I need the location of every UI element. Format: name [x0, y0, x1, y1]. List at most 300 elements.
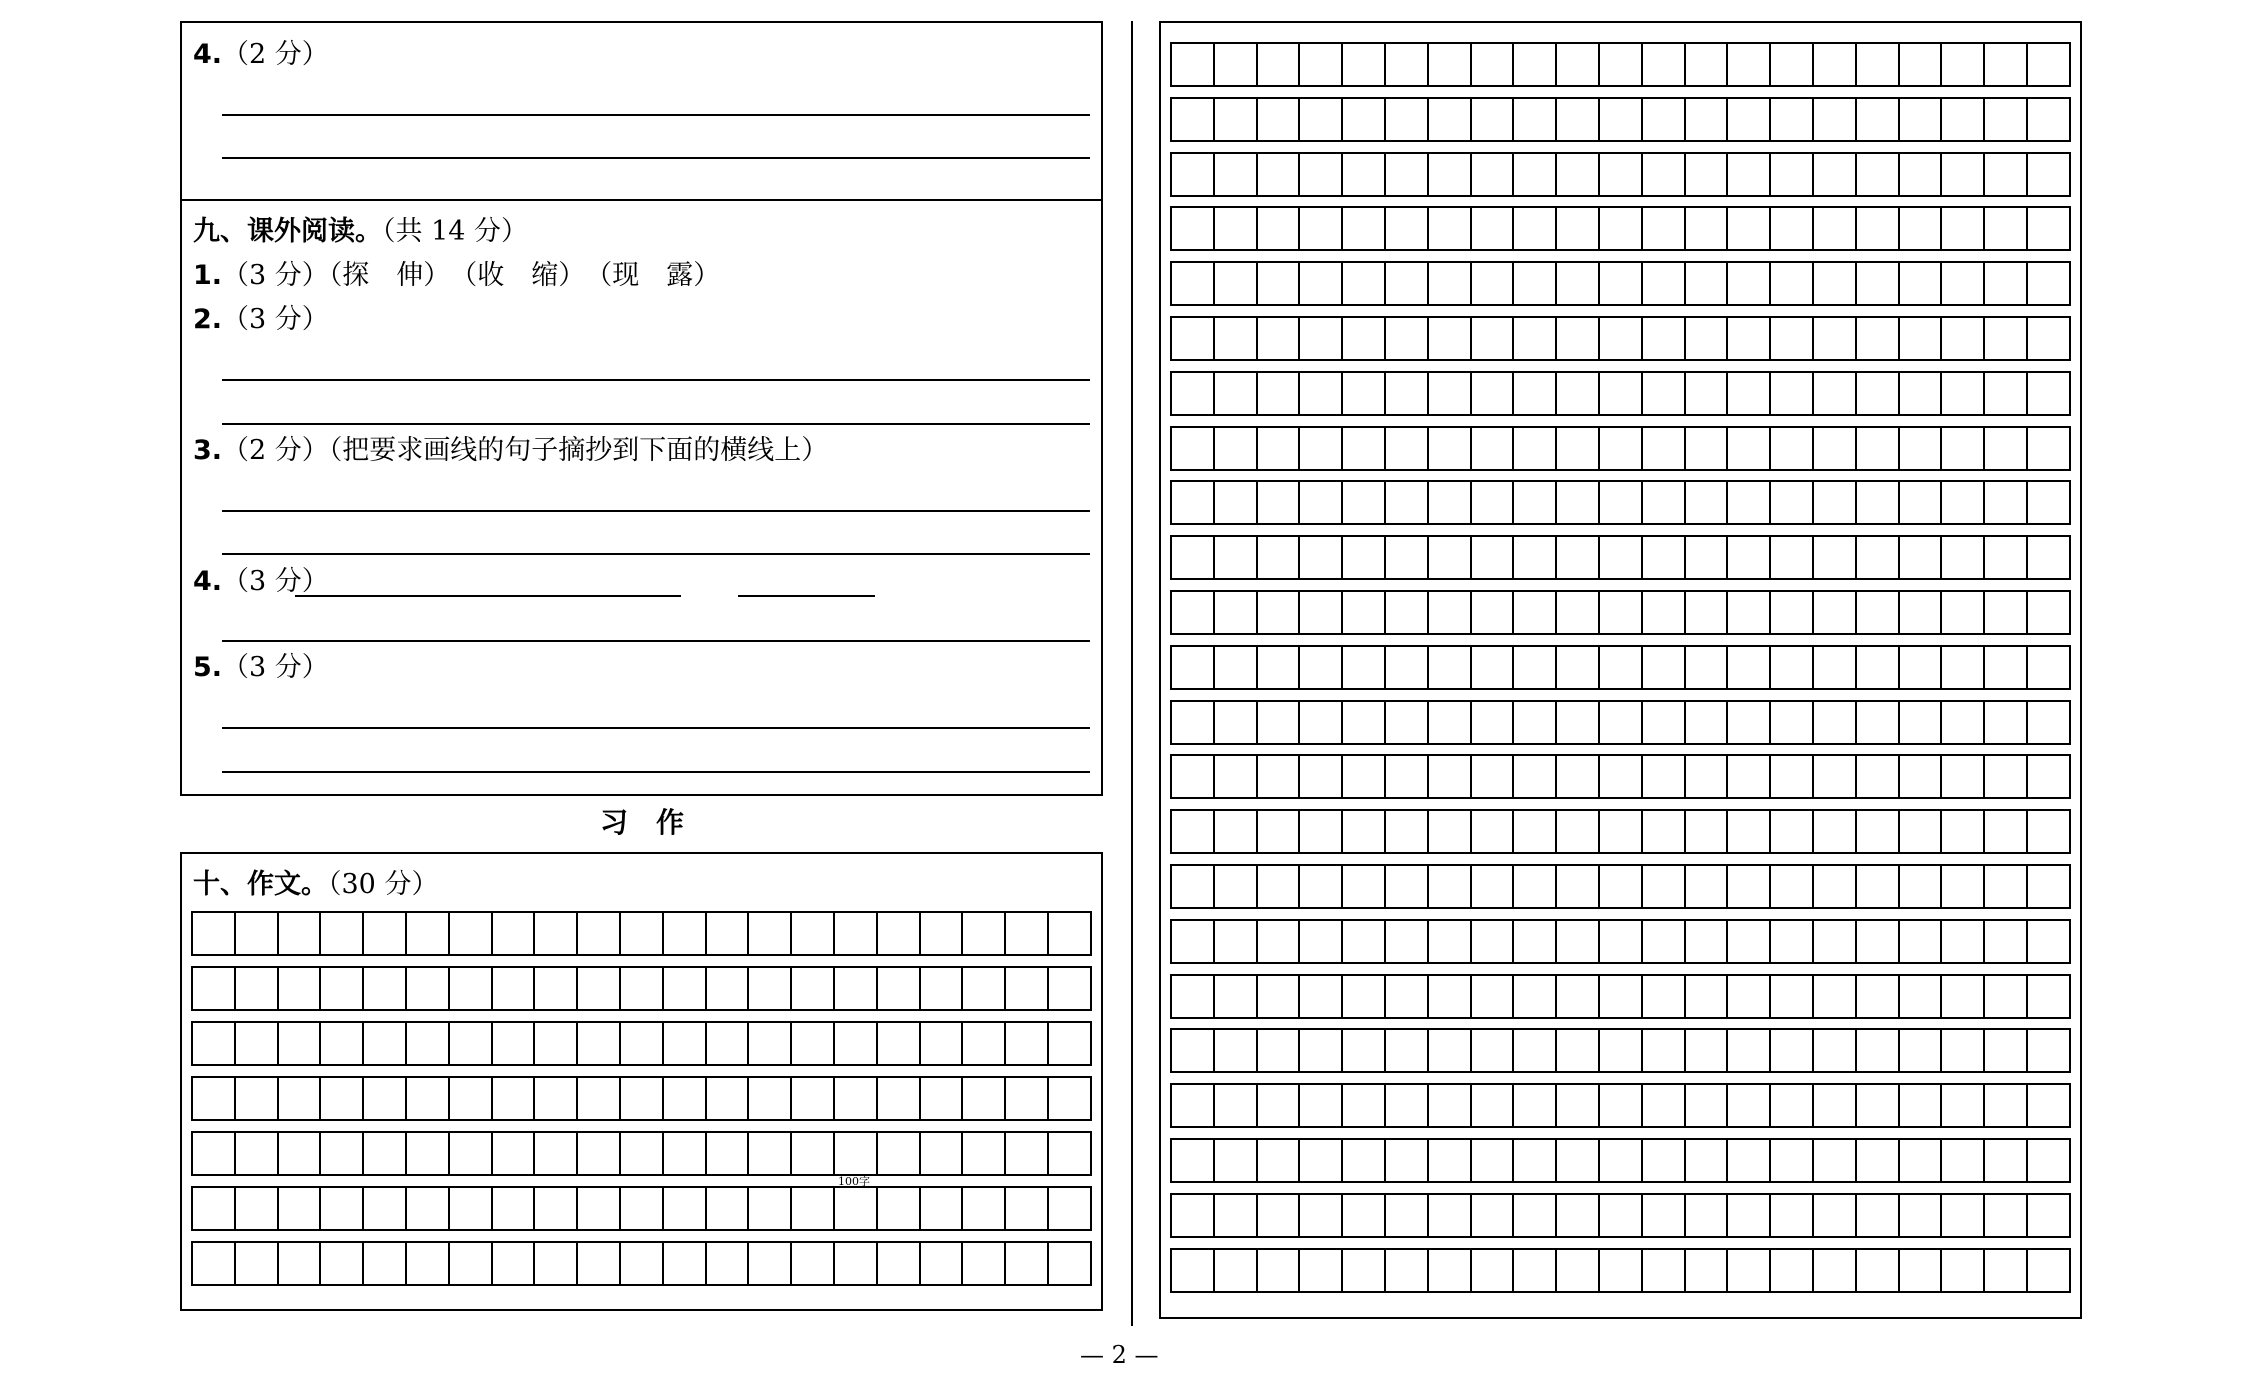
grid-cell[interactable] — [1900, 373, 1943, 414]
grid-cell[interactable] — [1771, 44, 1814, 85]
grid-cell[interactable] — [1172, 318, 1215, 359]
grid-cell[interactable] — [1472, 482, 1515, 523]
grid-cell[interactable] — [407, 968, 450, 1009]
grid-cell[interactable] — [1728, 702, 1771, 743]
grid-cell[interactable] — [1258, 263, 1301, 304]
grid-cell[interactable] — [878, 1243, 921, 1284]
grid-cell[interactable] — [1386, 263, 1429, 304]
grid-cell[interactable] — [236, 1023, 279, 1064]
grid-cell[interactable] — [1472, 154, 1515, 195]
grid-cell[interactable] — [1429, 1195, 1472, 1236]
grid-cell[interactable] — [1643, 428, 1686, 469]
grid-cell[interactable] — [2028, 537, 2071, 578]
grid-cell[interactable] — [835, 1133, 878, 1174]
grid-cell[interactable] — [1343, 537, 1386, 578]
grid-cell[interactable] — [450, 1023, 493, 1064]
grid-cell[interactable] — [1557, 811, 1600, 852]
grid-cell[interactable] — [1985, 537, 2028, 578]
grid-cell[interactable] — [1429, 373, 1472, 414]
grid-cell[interactable] — [1172, 811, 1215, 852]
grid-cell[interactable] — [1514, 811, 1557, 852]
grid-cell[interactable] — [1728, 99, 1771, 140]
grid-cell[interactable] — [621, 913, 664, 954]
grid-cell[interactable] — [1985, 592, 2028, 633]
grid-cell[interactable] — [749, 1023, 792, 1064]
grid-cell[interactable] — [1686, 1085, 1729, 1126]
grid-cell[interactable] — [1942, 976, 1985, 1017]
grid-cell[interactable] — [664, 913, 707, 954]
grid-cell[interactable] — [1300, 702, 1343, 743]
grid-cell[interactable] — [236, 1133, 279, 1174]
grid-cell[interactable] — [2028, 1030, 2071, 1071]
grid-cell[interactable] — [1049, 1188, 1092, 1229]
grid-cell[interactable] — [1215, 44, 1258, 85]
grid-cell[interactable] — [1258, 811, 1301, 852]
grid-cell[interactable] — [1429, 99, 1472, 140]
grid-cell[interactable] — [1686, 373, 1729, 414]
grid-cell[interactable] — [1215, 537, 1258, 578]
grid-cell[interactable] — [364, 1078, 407, 1119]
grid-cell[interactable] — [1728, 647, 1771, 688]
grid-cell[interactable] — [921, 1188, 964, 1229]
grid-cell[interactable] — [1429, 428, 1472, 469]
grid-cell[interactable] — [1258, 756, 1301, 797]
grid-cell[interactable] — [1557, 1085, 1600, 1126]
grid-cell[interactable] — [1857, 44, 1900, 85]
grid-cell[interactable] — [664, 1243, 707, 1284]
grid-cell[interactable] — [1600, 44, 1643, 85]
grid-cell[interactable] — [1686, 976, 1729, 1017]
grid-cell[interactable] — [1857, 976, 1900, 1017]
grid-cell[interactable] — [1643, 592, 1686, 633]
grid-cell[interactable] — [1472, 1030, 1515, 1071]
grid-cell[interactable] — [1472, 811, 1515, 852]
grid-cell[interactable] — [1172, 702, 1215, 743]
grid-cell[interactable] — [1600, 1085, 1643, 1126]
grid-cell[interactable] — [1686, 1195, 1729, 1236]
grid-cell[interactable] — [407, 1188, 450, 1229]
grid-cell[interactable] — [1600, 756, 1643, 797]
grid-cell[interactable] — [1258, 99, 1301, 140]
grid-cell[interactable] — [1514, 373, 1557, 414]
grid-cell[interactable] — [1600, 99, 1643, 140]
grid-cell[interactable] — [2028, 99, 2071, 140]
grid-cell[interactable] — [1472, 921, 1515, 962]
grid-cell[interactable] — [1258, 592, 1301, 633]
grid-cell[interactable] — [1429, 921, 1472, 962]
grid-cell[interactable] — [1300, 1195, 1343, 1236]
grid-cell[interactable] — [749, 913, 792, 954]
grid-cell[interactable] — [2028, 318, 2071, 359]
grid-cell[interactable] — [493, 1078, 536, 1119]
grid-cell[interactable] — [1728, 976, 1771, 1017]
grid-cell[interactable] — [1343, 976, 1386, 1017]
grid-cell[interactable] — [1258, 482, 1301, 523]
grid-cell[interactable] — [1300, 99, 1343, 140]
grid-cell[interactable] — [1429, 811, 1472, 852]
grid-cell[interactable] — [707, 913, 750, 954]
grid-cell[interactable] — [1942, 1195, 1985, 1236]
grid-cell[interactable] — [2028, 647, 2071, 688]
grid-cell[interactable] — [1771, 154, 1814, 195]
grid-cell[interactable] — [193, 913, 236, 954]
grid-cell[interactable] — [1172, 99, 1215, 140]
grid-cell[interactable] — [1429, 1250, 1472, 1291]
grid-cell[interactable] — [963, 1023, 1006, 1064]
grid-cell[interactable] — [963, 1133, 1006, 1174]
grid-cell[interactable] — [1942, 373, 1985, 414]
grid-cell[interactable] — [1429, 263, 1472, 304]
grid-cell[interactable] — [1728, 154, 1771, 195]
grid-cell[interactable] — [1900, 811, 1943, 852]
grid-cell[interactable] — [1942, 44, 1985, 85]
grid-cell[interactable] — [707, 1188, 750, 1229]
grid-cell[interactable] — [1728, 1030, 1771, 1071]
grid-cell[interactable] — [1215, 154, 1258, 195]
grid-cell[interactable] — [1643, 756, 1686, 797]
grid-cell[interactable] — [321, 1078, 364, 1119]
grid-cell[interactable] — [1386, 592, 1429, 633]
grid-cell[interactable] — [1900, 44, 1943, 85]
grid-cell[interactable] — [1900, 647, 1943, 688]
grid-cell[interactable] — [1215, 592, 1258, 633]
grid-cell[interactable] — [193, 1133, 236, 1174]
grid-cell[interactable] — [1728, 373, 1771, 414]
answer-line[interactable] — [222, 553, 1090, 555]
grid-cell[interactable] — [1728, 921, 1771, 962]
grid-cell[interactable] — [1985, 866, 2028, 907]
grid-cell[interactable] — [1728, 44, 1771, 85]
grid-cell[interactable] — [578, 1188, 621, 1229]
grid-cell[interactable] — [1942, 921, 1985, 962]
grid-cell[interactable] — [1814, 1030, 1857, 1071]
grid-cell[interactable] — [1857, 1085, 1900, 1126]
grid-cell[interactable] — [1514, 154, 1557, 195]
grid-cell[interactable] — [1985, 318, 2028, 359]
grid-cell[interactable] — [621, 1023, 664, 1064]
grid-cell[interactable] — [578, 1078, 621, 1119]
grid-cell[interactable] — [1814, 702, 1857, 743]
grid-cell[interactable] — [1472, 976, 1515, 1017]
grid-cell[interactable] — [1429, 537, 1472, 578]
grid-cell[interactable] — [1472, 208, 1515, 249]
grid-cell[interactable] — [1386, 1085, 1429, 1126]
grid-cell[interactable] — [1300, 1030, 1343, 1071]
grid-cell[interactable] — [1172, 428, 1215, 469]
grid-cell[interactable] — [1900, 537, 1943, 578]
grid-cell[interactable] — [1985, 811, 2028, 852]
grid-cell[interactable] — [1386, 208, 1429, 249]
grid-cell[interactable] — [1771, 263, 1814, 304]
grid-cell[interactable] — [2028, 756, 2071, 797]
grid-cell[interactable] — [1643, 976, 1686, 1017]
grid-cell[interactable] — [1900, 866, 1943, 907]
grid-cell[interactable] — [1215, 1140, 1258, 1181]
grid-cell[interactable] — [1942, 702, 1985, 743]
answer-line[interactable] — [295, 595, 681, 597]
grid-cell[interactable] — [1728, 318, 1771, 359]
grid-cell[interactable] — [1215, 373, 1258, 414]
grid-cell[interactable] — [1386, 44, 1429, 85]
grid-cell[interactable] — [1942, 537, 1985, 578]
grid-cell[interactable] — [1686, 154, 1729, 195]
grid-cell[interactable] — [1300, 537, 1343, 578]
grid-cell[interactable] — [1942, 263, 1985, 304]
grid-cell[interactable] — [1643, 1140, 1686, 1181]
grid-cell[interactable] — [1985, 263, 2028, 304]
grid-cell[interactable] — [535, 1243, 578, 1284]
answer-line[interactable] — [222, 510, 1090, 512]
grid-cell[interactable] — [1514, 263, 1557, 304]
grid-cell[interactable] — [1215, 99, 1258, 140]
grid-cell[interactable] — [1215, 756, 1258, 797]
grid-cell[interactable] — [1900, 1250, 1943, 1291]
grid-cell[interactable] — [1258, 154, 1301, 195]
grid-cell[interactable] — [963, 1188, 1006, 1229]
grid-cell[interactable] — [664, 968, 707, 1009]
grid-cell[interactable] — [1643, 1085, 1686, 1126]
grid-cell[interactable] — [963, 1243, 1006, 1284]
grid-cell[interactable] — [1343, 921, 1386, 962]
answer-line[interactable] — [222, 727, 1090, 729]
grid-cell[interactable] — [1686, 482, 1729, 523]
grid-cell[interactable] — [1215, 1030, 1258, 1071]
grid-cell[interactable] — [1985, 44, 2028, 85]
grid-cell[interactable] — [1771, 428, 1814, 469]
grid-cell[interactable] — [1985, 154, 2028, 195]
grid-cell[interactable] — [1557, 428, 1600, 469]
grid-cell[interactable] — [1429, 318, 1472, 359]
grid-cell[interactable] — [1814, 373, 1857, 414]
grid-cell[interactable] — [1514, 1250, 1557, 1291]
grid-cell[interactable] — [1557, 99, 1600, 140]
grid-cell[interactable] — [1258, 866, 1301, 907]
grid-cell[interactable] — [1172, 866, 1215, 907]
answer-line[interactable] — [222, 114, 1090, 116]
grid-cell[interactable] — [1686, 99, 1729, 140]
grid-cell[interactable] — [1600, 1195, 1643, 1236]
grid-cell[interactable] — [1942, 318, 1985, 359]
grid-cell[interactable] — [1900, 482, 1943, 523]
grid-cell[interactable] — [364, 1133, 407, 1174]
grid-cell[interactable] — [1728, 537, 1771, 578]
grid-cell[interactable] — [1049, 1023, 1092, 1064]
grid-cell[interactable] — [1343, 1085, 1386, 1126]
grid-cell[interactable] — [1985, 428, 2028, 469]
grid-cell[interactable] — [1985, 1030, 2028, 1071]
grid-cell[interactable] — [493, 1133, 536, 1174]
grid-cell[interactable] — [749, 1078, 792, 1119]
grid-cell[interactable] — [1300, 866, 1343, 907]
grid-cell[interactable] — [1514, 318, 1557, 359]
grid-cell[interactable] — [279, 1133, 322, 1174]
grid-cell[interactable] — [1600, 976, 1643, 1017]
grid-cell[interactable] — [236, 968, 279, 1009]
grid-cell[interactable] — [1215, 921, 1258, 962]
grid-cell[interactable] — [1472, 756, 1515, 797]
grid-cell[interactable] — [1900, 1085, 1943, 1126]
grid-cell[interactable] — [493, 968, 536, 1009]
grid-cell[interactable] — [1215, 208, 1258, 249]
grid-cell[interactable] — [1386, 756, 1429, 797]
grid-cell[interactable] — [1343, 811, 1386, 852]
grid-cell[interactable] — [535, 968, 578, 1009]
grid-cell[interactable] — [193, 1078, 236, 1119]
grid-cell[interactable] — [1514, 592, 1557, 633]
grid-cell[interactable] — [1006, 1188, 1049, 1229]
grid-cell[interactable] — [1514, 482, 1557, 523]
grid-cell[interactable] — [2028, 1195, 2071, 1236]
grid-cell[interactable] — [1771, 1030, 1814, 1071]
grid-cell[interactable] — [1600, 318, 1643, 359]
grid-cell[interactable] — [1942, 1250, 1985, 1291]
grid-cell[interactable] — [963, 968, 1006, 1009]
grid-cell[interactable] — [664, 1078, 707, 1119]
grid-cell[interactable] — [749, 1243, 792, 1284]
grid-cell[interactable] — [1514, 866, 1557, 907]
grid-cell[interactable] — [1172, 208, 1215, 249]
grid-cell[interactable] — [1557, 318, 1600, 359]
grid-cell[interactable] — [1900, 1140, 1943, 1181]
grid-cell[interactable] — [1985, 976, 2028, 1017]
grid-cell[interactable] — [1215, 428, 1258, 469]
grid-cell[interactable] — [792, 1188, 835, 1229]
grid-cell[interactable] — [1386, 154, 1429, 195]
grid-cell[interactable] — [279, 913, 322, 954]
grid-cell[interactable] — [1343, 263, 1386, 304]
grid-cell[interactable] — [407, 1133, 450, 1174]
grid-cell[interactable] — [792, 968, 835, 1009]
grid-cell[interactable] — [1900, 976, 1943, 1017]
grid-cell[interactable] — [1300, 1140, 1343, 1181]
grid-cell[interactable] — [1728, 263, 1771, 304]
grid-cell[interactable] — [1814, 208, 1857, 249]
grid-cell[interactable] — [1814, 647, 1857, 688]
grid-cell[interactable] — [1514, 1030, 1557, 1071]
grid-cell[interactable] — [1771, 702, 1814, 743]
grid-cell[interactable] — [1006, 1243, 1049, 1284]
grid-cell[interactable] — [1386, 866, 1429, 907]
grid-cell[interactable] — [1814, 1250, 1857, 1291]
grid-cell[interactable] — [1643, 208, 1686, 249]
grid-cell[interactable] — [364, 1188, 407, 1229]
grid-cell[interactable] — [1900, 263, 1943, 304]
grid-cell[interactable] — [1557, 921, 1600, 962]
grid-cell[interactable] — [1172, 1085, 1215, 1126]
grid-cell[interactable] — [835, 968, 878, 1009]
answer-line[interactable] — [222, 379, 1090, 381]
grid-cell[interactable] — [321, 1023, 364, 1064]
grid-cell[interactable] — [1643, 811, 1686, 852]
grid-cell[interactable] — [1985, 702, 2028, 743]
grid-cell[interactable] — [878, 1078, 921, 1119]
grid-cell[interactable] — [1643, 866, 1686, 907]
grid-cell[interactable] — [1386, 1030, 1429, 1071]
grid-cell[interactable] — [2028, 154, 2071, 195]
grid-cell[interactable] — [1857, 866, 1900, 907]
grid-cell[interactable] — [236, 1188, 279, 1229]
grid-cell[interactable] — [1686, 866, 1729, 907]
grid-cell[interactable] — [1771, 1085, 1814, 1126]
grid-cell[interactable] — [1771, 318, 1814, 359]
grid-cell[interactable] — [792, 1078, 835, 1119]
grid-cell[interactable] — [1472, 428, 1515, 469]
grid-cell[interactable] — [279, 1023, 322, 1064]
grid-cell[interactable] — [1814, 482, 1857, 523]
grid-cell[interactable] — [1942, 1140, 1985, 1181]
grid-cell[interactable] — [1942, 1085, 1985, 1126]
grid-cell[interactable] — [1686, 318, 1729, 359]
grid-cell[interactable] — [535, 913, 578, 954]
grid-cell[interactable] — [1300, 1250, 1343, 1291]
grid-cell[interactable] — [792, 1023, 835, 1064]
answer-line[interactable] — [738, 595, 875, 597]
grid-cell[interactable] — [1814, 44, 1857, 85]
grid-cell[interactable] — [792, 1133, 835, 1174]
grid-cell[interactable] — [1814, 921, 1857, 962]
grid-cell[interactable] — [1557, 263, 1600, 304]
grid-cell[interactable] — [1686, 756, 1729, 797]
grid-cell[interactable] — [2028, 482, 2071, 523]
grid-cell[interactable] — [493, 1188, 536, 1229]
grid-cell[interactable] — [1985, 1140, 2028, 1181]
grid-cell[interactable] — [621, 968, 664, 1009]
grid-cell[interactable] — [1857, 811, 1900, 852]
grid-cell[interactable] — [1514, 44, 1557, 85]
grid-cell[interactable] — [1049, 968, 1092, 1009]
grid-cell[interactable] — [1258, 1085, 1301, 1126]
grid-cell[interactable] — [1728, 1085, 1771, 1126]
grid-cell[interactable] — [450, 968, 493, 1009]
grid-cell[interactable] — [407, 1078, 450, 1119]
grid-cell[interactable] — [1343, 99, 1386, 140]
grid-cell[interactable] — [1300, 647, 1343, 688]
grid-cell[interactable] — [2028, 866, 2071, 907]
grid-cell[interactable] — [1472, 373, 1515, 414]
grid-cell[interactable] — [1900, 592, 1943, 633]
grid-cell[interactable] — [279, 1188, 322, 1229]
grid-cell[interactable] — [792, 913, 835, 954]
grid-cell[interactable] — [921, 1023, 964, 1064]
grid-cell[interactable] — [1215, 1085, 1258, 1126]
grid-cell[interactable] — [1343, 756, 1386, 797]
grid-cell[interactable] — [1600, 263, 1643, 304]
grid-cell[interactable] — [1942, 866, 1985, 907]
grid-cell[interactable] — [1343, 866, 1386, 907]
grid-cell[interactable] — [835, 1078, 878, 1119]
grid-cell[interactable] — [1771, 756, 1814, 797]
grid-cell[interactable] — [1300, 592, 1343, 633]
grid-cell[interactable] — [1771, 1195, 1814, 1236]
grid-cell[interactable] — [1472, 537, 1515, 578]
grid-cell[interactable] — [1643, 1250, 1686, 1291]
grid-cell[interactable] — [1985, 99, 2028, 140]
grid-cell[interactable] — [1429, 154, 1472, 195]
grid-cell[interactable] — [1643, 44, 1686, 85]
grid-cell[interactable] — [1472, 318, 1515, 359]
grid-cell[interactable] — [1258, 373, 1301, 414]
grid-cell[interactable] — [535, 1133, 578, 1174]
grid-cell[interactable] — [1514, 99, 1557, 140]
grid-cell[interactable] — [1006, 1078, 1049, 1119]
grid-cell[interactable] — [1557, 592, 1600, 633]
grid-cell[interactable] — [1814, 756, 1857, 797]
grid-cell[interactable] — [1686, 702, 1729, 743]
grid-cell[interactable] — [1857, 647, 1900, 688]
grid-cell[interactable] — [1557, 1030, 1600, 1071]
grid-cell[interactable] — [1429, 866, 1472, 907]
grid-cell[interactable] — [1643, 537, 1686, 578]
